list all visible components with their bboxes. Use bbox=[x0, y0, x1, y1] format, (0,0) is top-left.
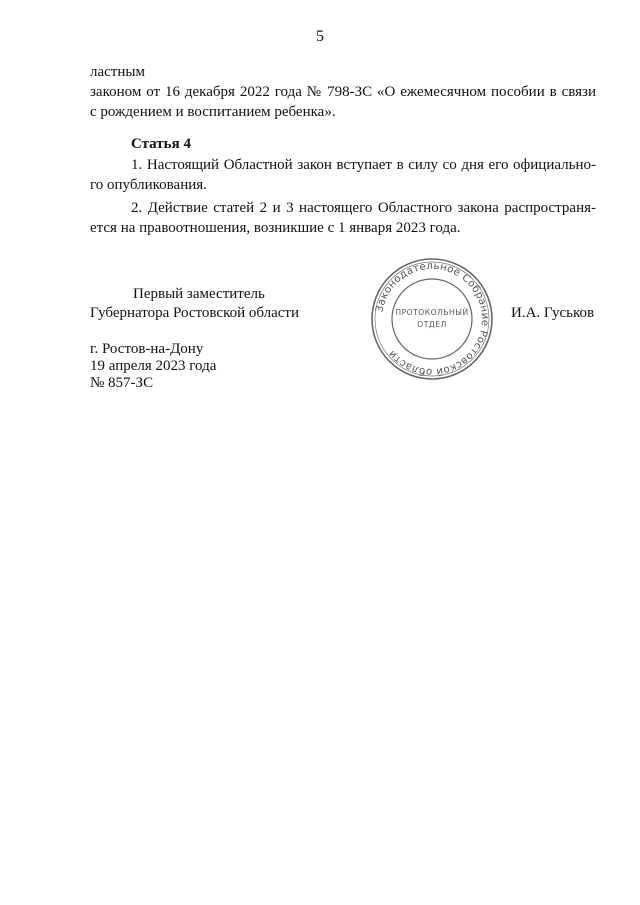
page-number: 5 bbox=[316, 28, 324, 45]
article-4-paragraph-1-line-1: 1. Настоящий Областной закон вступает в силу со дня его официально- bbox=[131, 157, 596, 173]
stamp-inner-text-2: ОТДЕЛ bbox=[417, 320, 447, 329]
signatory-position-line-1: Первый заместитель bbox=[133, 286, 265, 302]
stamp-inner-text-1: ПРОТОКОЛЬНЫЙ bbox=[395, 308, 469, 317]
article-4-paragraph-2-line-2: ется на правоотношения, возникшие с 1 января 2023 года. bbox=[90, 220, 461, 236]
law-number: № 857-ЗС bbox=[90, 375, 154, 391]
article-4-paragraph-1-line-2: го опубликования. bbox=[90, 177, 207, 193]
signatory-name: И.А. Гуськов bbox=[511, 305, 595, 321]
intro-line-1: ластным bbox=[90, 64, 145, 80]
signatory-position-line-2: Губернатора Ростовской области bbox=[90, 305, 300, 321]
article-4-title: Статья 4 bbox=[131, 136, 191, 152]
article-4-paragraph-2-line-1: 2. Действие статей 2 и 3 настоящего Областного закона распространя- bbox=[131, 200, 596, 216]
city: г. Ростов-на-Дону bbox=[90, 341, 204, 357]
law-date: 19 апреля 2023 года bbox=[90, 358, 217, 374]
intro-line-3: с рождением и воспитанием ребенка». bbox=[90, 104, 336, 120]
stamp-ring-text: Законодательное Собрание Ростовской области bbox=[374, 260, 491, 378]
official-stamp bbox=[370, 257, 494, 381]
intro-line-2: законом от 16 декабря 2022 года № 798-ЗС «О ежемесячном пособии в связи bbox=[90, 84, 596, 100]
